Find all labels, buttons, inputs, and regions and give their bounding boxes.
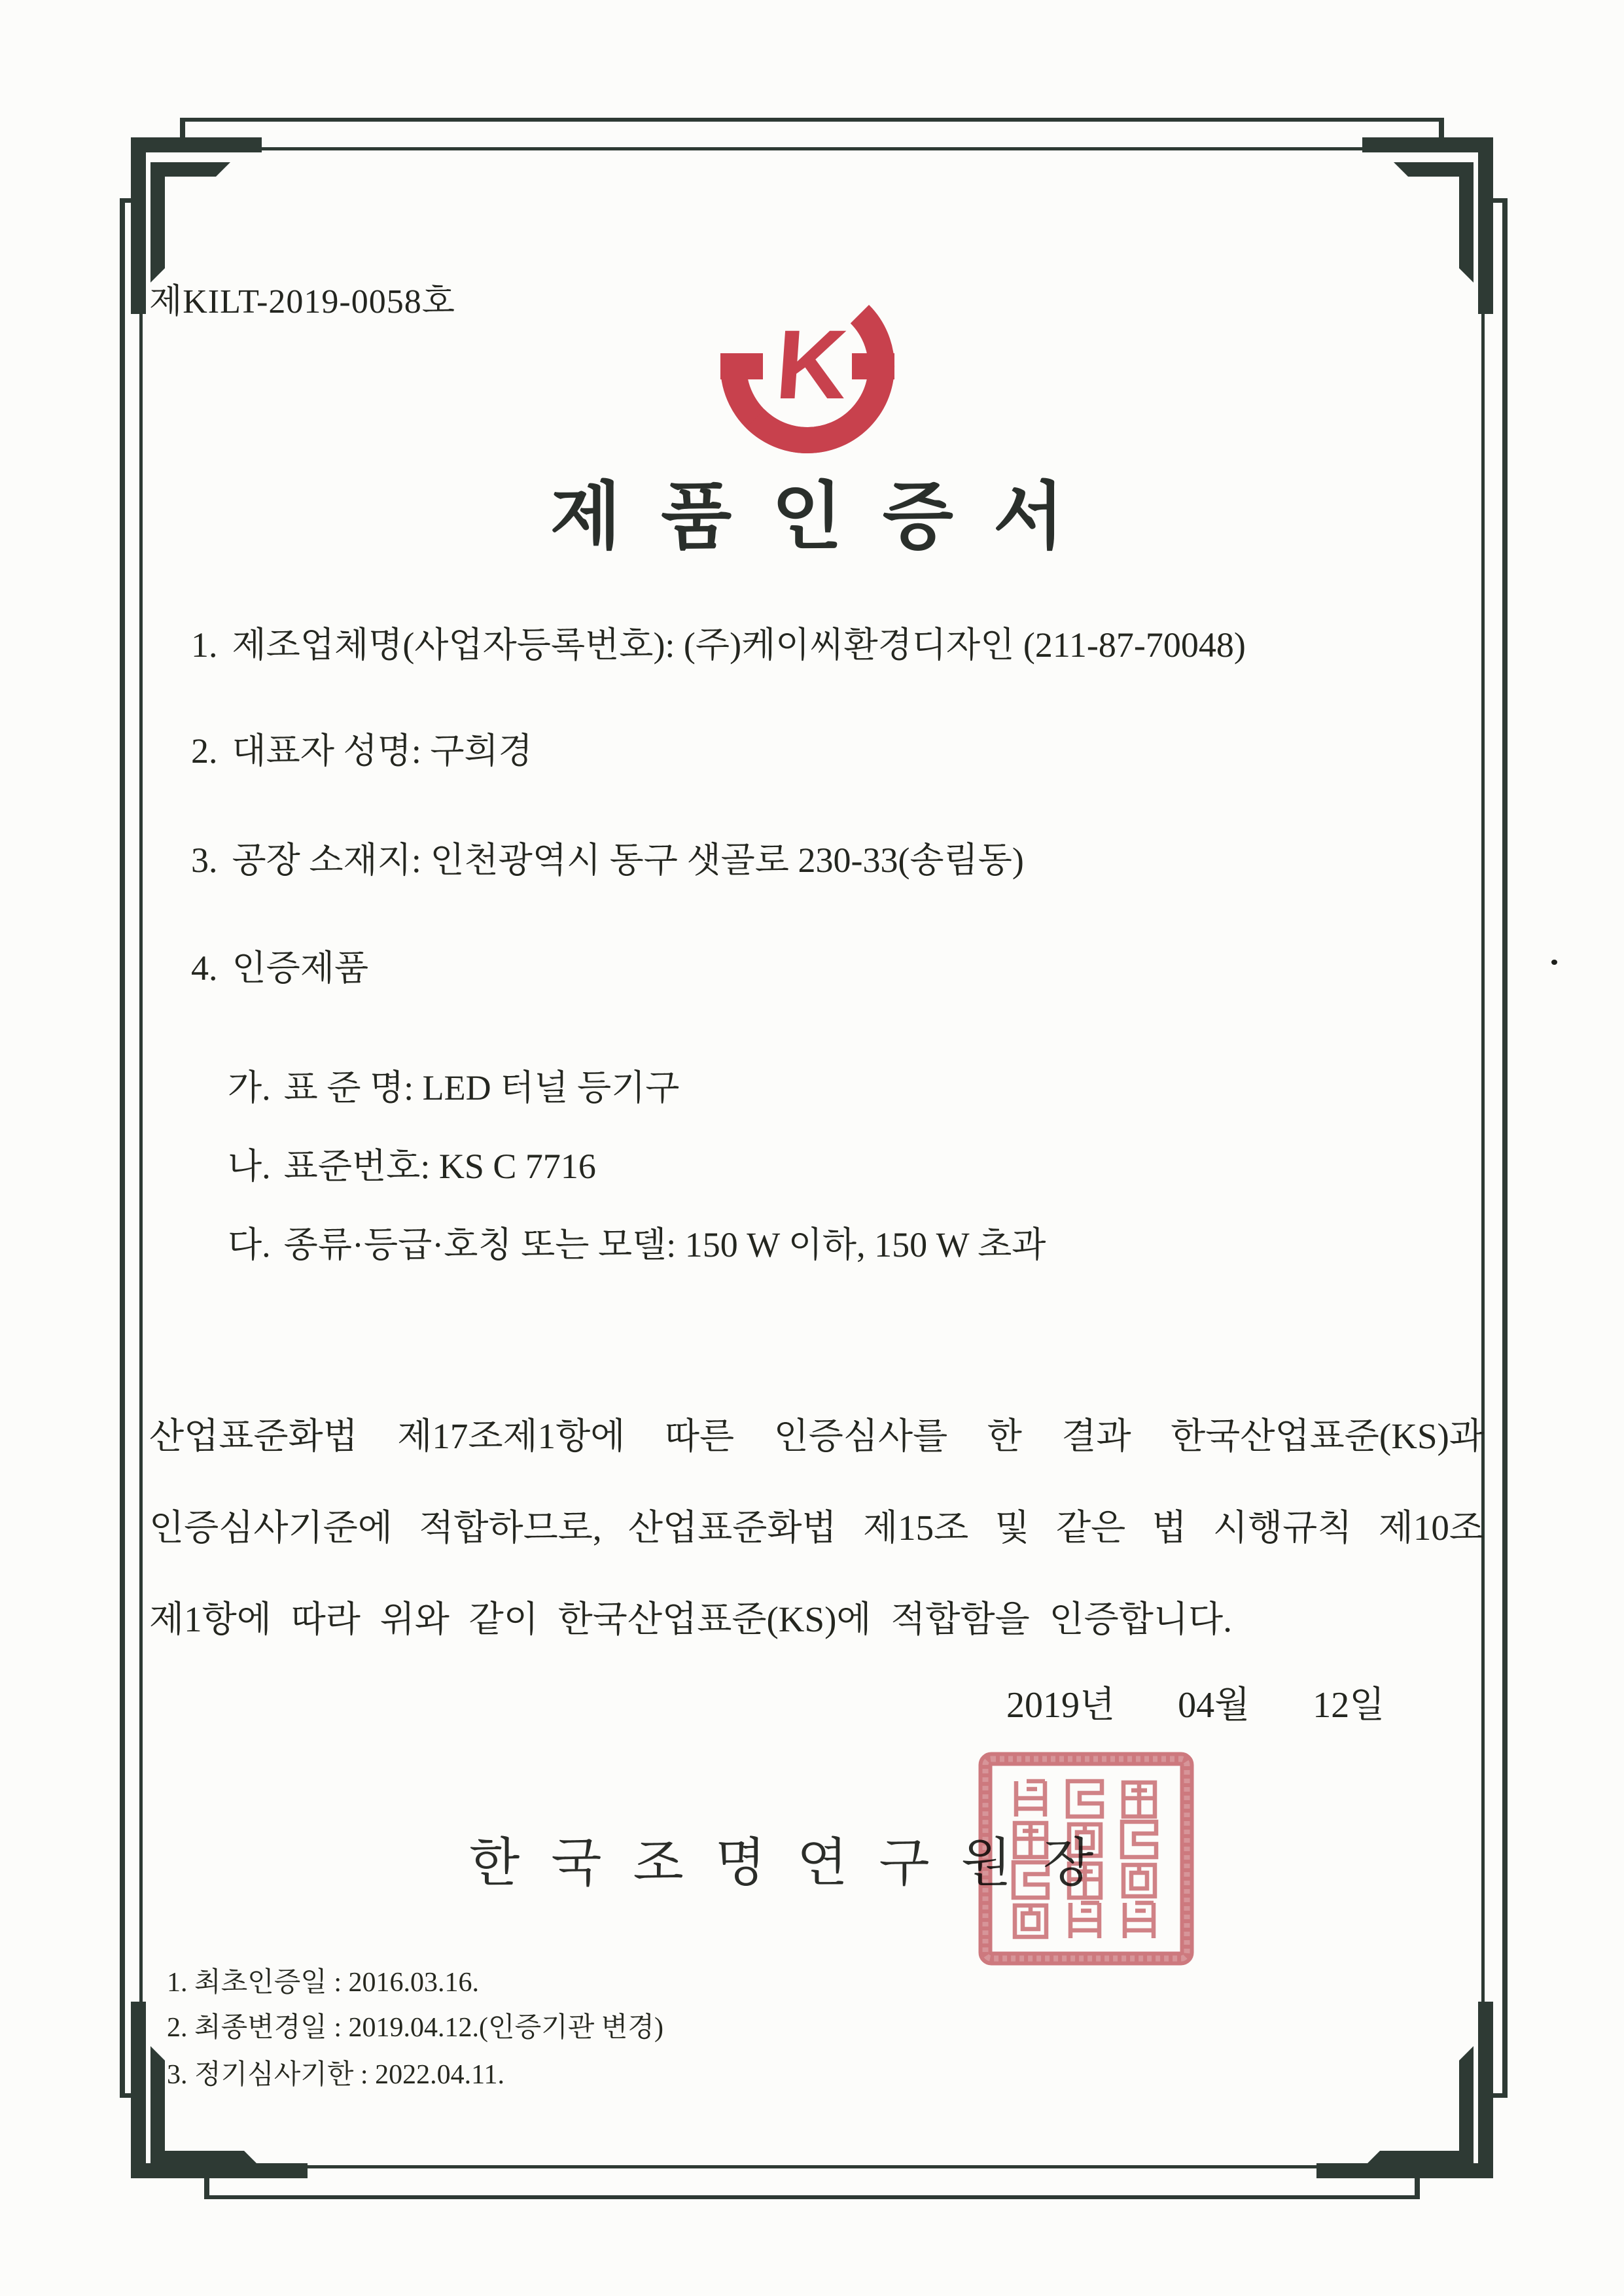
sub-item-label: 가.	[228, 1068, 271, 1107]
item-text: 공장 소재지: 인천광역시 동구 샛골로 230-33(송림동)	[232, 841, 1024, 880]
sub-item-text: 종류·등급·호칭 또는 모델: 150 W 이하, 150 W 초과	[283, 1225, 1046, 1264]
item-factory-location	[191, 839, 1024, 882]
sub-item-text: 표준번호: KS C 7716	[283, 1147, 596, 1186]
scan-speck	[1551, 960, 1557, 965]
item-manufacturer	[191, 623, 1246, 667]
date-month: 04월	[1178, 1685, 1250, 1726]
item-number: 3.	[191, 841, 218, 880]
note-last-change: 2. 최종변경일 : 2019.04.12.(인증기관 변경)	[167, 2013, 663, 2043]
item-text: 대표자 성명: 구희경	[232, 731, 533, 771]
item-number: 4.	[191, 948, 218, 988]
sub-item-standard-number	[228, 1145, 596, 1188]
item-number: 1.	[191, 625, 218, 665]
item-text: 제조업체명(사업자등록번호): (주)케이씨환경디자인 (211-87-70048)	[232, 625, 1246, 665]
issuer-title: 한 국 조 명 연 구 원 장	[469, 1835, 1103, 1892]
date-year: 2019년	[1006, 1685, 1116, 1726]
sub-item-standard-name	[228, 1066, 679, 1109]
body-line: 산업표준화법 제17조제1항에 따른 인증심사를 한 결과 한국산업표준(KS)과	[149, 1416, 1484, 1456]
sub-item-text: 표 준 명: LED 터널 등기구	[283, 1068, 680, 1107]
body-line: 인증심사기준에 적합하므로, 산업표준화법 제15조 및 같은 법 시행규칙 제10조	[149, 1508, 1484, 1548]
ks-logo-letter: K	[772, 309, 851, 419]
sub-item-label: 다.	[228, 1225, 271, 1264]
item-representative	[191, 729, 533, 773]
item-text: 인증제품	[232, 948, 369, 988]
note-periodic-review: 3. 정기심사기한 : 2022.04.11.	[167, 2060, 505, 2090]
item-number: 2.	[191, 731, 218, 771]
ks-logo-icon	[703, 262, 912, 471]
sub-item-label: 나.	[228, 1147, 271, 1186]
note-first-certification: 1. 최초인증일 : 2016.03.16.	[167, 1968, 480, 1998]
body-line: 제1항에 따라 위와 같이 한국산업표준(KS)에 적합함을 인증합니다.	[149, 1599, 1232, 1639]
sub-item-model	[228, 1223, 1046, 1266]
issue-date	[1006, 1676, 1385, 1728]
certificate-title: 제 품 인 증 서	[550, 476, 1074, 557]
date-day: 12일	[1313, 1685, 1385, 1726]
item-certified-product	[191, 947, 368, 990]
official-seal-stamp	[978, 1752, 1194, 1966]
doc-number: 제KILT-2019-0058호	[149, 283, 455, 321]
